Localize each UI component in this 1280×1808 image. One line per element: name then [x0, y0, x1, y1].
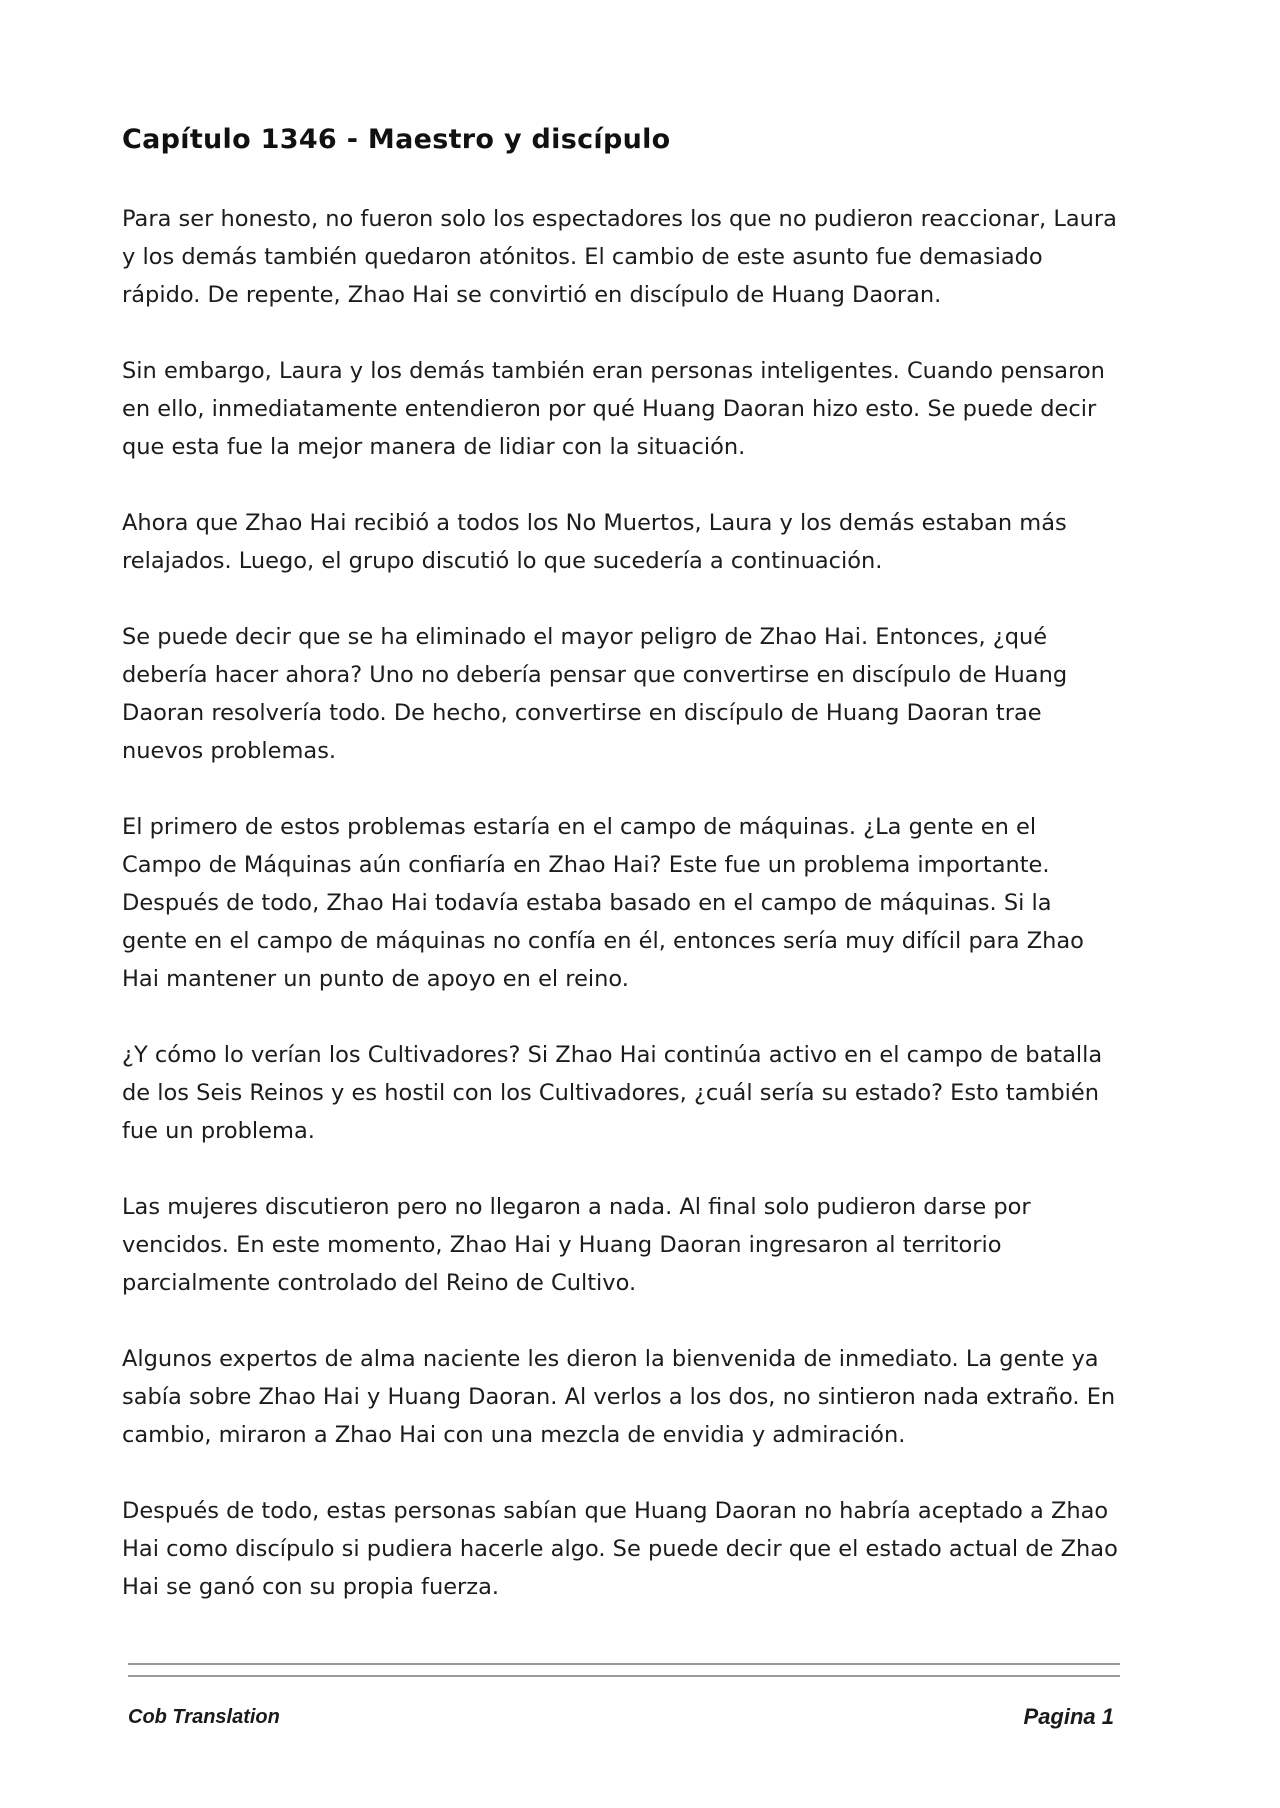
paragraph: El primero de estos problemas estaría en el campo de máquinas. ¿La gente en el Campo de Máquinas aún confiaría en Zhao Hai? Este fue un problema importante. Después de todo, Zhao Hai todavía estaba basado en el campo de máquinas. Si la gente en el campo de máquinas no confía en él, entonces sería muy difícil para Zhao Hai mantener un punto de apoyo en el reino.: [122, 814, 1084, 992]
chapter-body: [122, 200, 1122, 1644]
paragraph: Para ser honesto, no fueron solo los espectadores los que no pudieron reaccionar, Laura y los demás también quedaron atónitos. El cambio de este asunto fue demasiado rápido. De repente, Zhao Hai se convirtió en discípulo de Huang Daoran.: [122, 206, 1117, 308]
footer-page-number: Pagina 1: [1023, 1704, 1114, 1729]
paragraph: Las mujeres discutieron pero no llegaron a nada. Al final solo pudieron darse por vencidos. En este momento, Zhao Hai y Huang Daoran ingresaron al territorio parcialmente controlado del Reino de Cultivo.: [122, 1194, 1031, 1296]
paragraph: Sin embargo, Laura y los demás también eran personas inteligentes. Cuando pensaron en ello, inmediatamente entendieron por qué Huang Daoran hizo esto. Se puede decir que esta fue la mejor manera de lidiar con la situación.: [122, 358, 1105, 460]
paragraph: Algunos expertos de alma naciente les dieron la bienvenida de inmediato. La gente ya sabía sobre Zhao Hai y Huang Daoran. Al verlos a los dos, no sintieron nada extraño. En cambio, miraron a Zhao Hai con una mezcla de envidia y admiración.: [122, 1346, 1116, 1448]
paragraph: Ahora que Zhao Hai recibió a todos los No Muertos, Laura y los demás estaban más relajados. Luego, el grupo discutió lo que sucedería a continuación.: [122, 510, 1067, 574]
footer-divider-bottom: [128, 1675, 1120, 1677]
paragraph: Después de todo, estas personas sabían que Huang Daoran no habría aceptado a Zhao Hai como discípulo si pudiera hacerle algo. Se puede decir que el estado actual de Zhao Hai se ganó con su propia fuerza.: [122, 1498, 1118, 1600]
paragraph: Se puede decir que se ha eliminado el mayor peligro de Zhao Hai. Entonces, ¿qué debería hacer ahora? Uno no debería pensar que convertirse en discípulo de Huang Daoran resolvería todo. De hecho, convertirse en discípulo de Huang Daoran trae nuevos problemas.: [122, 624, 1068, 764]
footer-divider-top: [128, 1663, 1120, 1665]
paragraph: ¿Y cómo lo verían los Cultivadores? Si Zhao Hai continúa activo en el campo de batalla de los Seis Reinos y es hostil con los Cultivadores, ¿cuál sería su estado? Esto también fue un problema.: [122, 1042, 1103, 1144]
chapter-title: Capítulo 1346 - Maestro y discípulo: [122, 124, 671, 155]
footer-translator-credit: Cob Translation: [128, 1706, 280, 1728]
